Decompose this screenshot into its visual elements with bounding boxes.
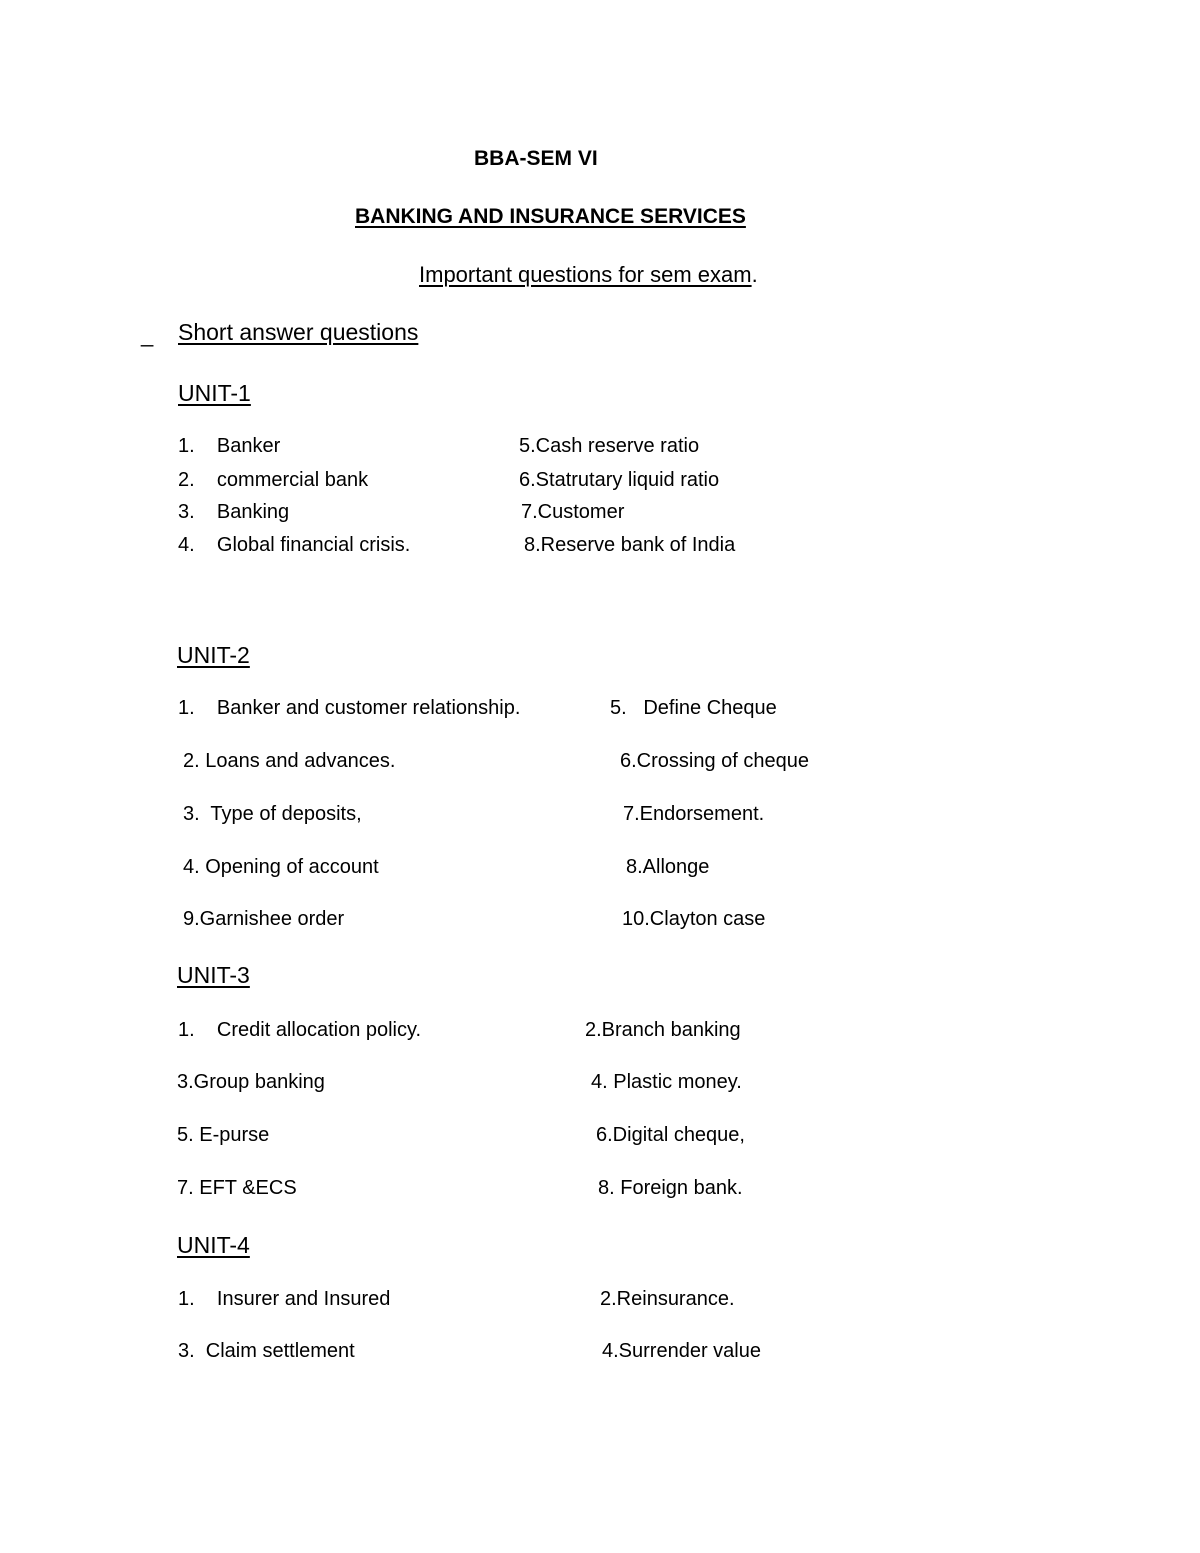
section-bullet: _ — [141, 322, 154, 347]
unit-1-item-right: 8.Reserve bank of India — [524, 534, 736, 556]
unit-3-item-right: 4. Plastic money. — [591, 1071, 742, 1093]
unit-2-item-left: 1. Banker and customer relationship. — [178, 697, 521, 719]
unit-1-item-right: 5.Cash reserve ratio — [519, 435, 700, 457]
unit-2-item-right: 8.Allonge — [626, 856, 710, 878]
unit-3-item-right: 8. Foreign bank. — [598, 1177, 743, 1199]
unit-2-item-left: 4. Opening of account — [183, 856, 379, 878]
unit-1-item-left: 1. Banker — [178, 435, 281, 457]
unit-4-title: UNIT-4 — [177, 1232, 250, 1258]
note-text: Important questions for sem exam — [419, 262, 752, 287]
unit-4-item-right: 2.Reinsurance. — [600, 1288, 735, 1310]
unit-1-item-right: 6.Statrutary liquid ratio — [519, 469, 720, 491]
unit-3-item-left: 5. E-purse — [177, 1124, 270, 1146]
unit-2-item-right: 6.Crossing of cheque — [620, 750, 810, 772]
unit-2-title: UNIT-2 — [177, 642, 250, 668]
section-title: Short answer questions — [178, 319, 419, 345]
unit-2-item-left: 2. Loans and advances. — [183, 750, 396, 772]
unit-3-item-left: 3.Group banking — [177, 1071, 325, 1093]
unit-2-item-right: 7.Endorsement. — [623, 803, 765, 825]
unit-3-item-right: 6.Digital cheque, — [596, 1124, 745, 1146]
unit-2-item-left: 3. Type of deposits, — [183, 803, 362, 825]
unit-1-item-right: 7.Customer — [521, 501, 625, 523]
unit-1-item-left: 4. Global financial crisis. — [178, 534, 411, 556]
unit-3-item-left: 1. Credit allocation policy. — [178, 1019, 422, 1041]
unit-1-item-left: 2. commercial bank — [178, 469, 369, 491]
unit-2-item-left: 9.Garnishee order — [183, 908, 345, 930]
unit-3-title: UNIT-3 — [177, 962, 250, 988]
unit-1-item-left: 3. Banking — [178, 501, 290, 523]
note-line — [419, 262, 758, 288]
unit-1-title: UNIT-1 — [178, 380, 251, 406]
subject-heading: BANKING AND INSURANCE SERVICES — [355, 205, 746, 228]
unit-4-item-right: 4.Surrender value — [602, 1340, 761, 1362]
unit-3-item-left: 7. EFT &ECS — [177, 1177, 297, 1199]
unit-4-item-left: 1. Insurer and Insured — [178, 1288, 391, 1310]
unit-4-item-left: 3. Claim settlement — [178, 1340, 355, 1362]
unit-2-item-right: 10.Clayton case — [622, 908, 766, 930]
unit-2-item-right: 5. Define Cheque — [610, 697, 777, 719]
course-heading: BBA-SEM VI — [474, 147, 598, 170]
unit-3-item-right: 2.Branch banking — [585, 1019, 741, 1041]
note-punct: . — [751, 262, 758, 287]
